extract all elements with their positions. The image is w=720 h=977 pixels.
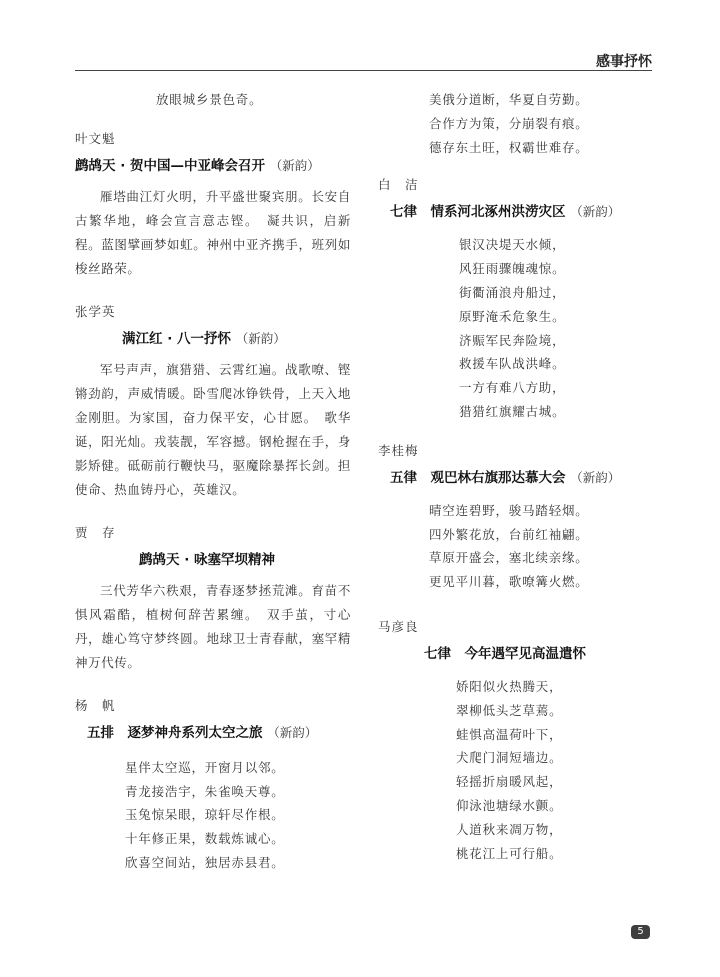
verse-line: 四外繁花放，台前红袖翩。 bbox=[429, 526, 589, 542]
verse-line: 救援车队战洪峰。 bbox=[459, 356, 566, 372]
verse-line: 娇阳似火热腾天， bbox=[456, 678, 563, 694]
poem-author: 李桂梅 bbox=[378, 442, 419, 458]
poem-title bbox=[378, 202, 654, 222]
poem-title-text: 七律 情系河北涿州洪涝灾区 bbox=[390, 204, 566, 221]
verse-line: 合作方为策，分崩裂有痕。 bbox=[429, 115, 589, 131]
verse-line: 犬爬门洞短墙边。 bbox=[456, 750, 563, 766]
poem-text: 三代芳华六秩艰，青春逐梦拯荒滩。育苗不惧风霜酷，植树何辞苦累缠。 双手茧，寸心丹，雄心笃守梦终圆。地球卫士青春献，塞罕精神万代传。 bbox=[75, 582, 351, 670]
page-number-badge: 5 bbox=[631, 925, 650, 939]
verse-line: 美俄分道断，华夏自劳勤。 bbox=[429, 92, 589, 107]
verse-line: 十年修正果，数载炼诚心。 bbox=[125, 831, 285, 847]
poem-text: 雁塔曲江灯火明，升平盛世聚宾朋。长安自古繁华地，峰会宣言意志铿。 凝共识，启新程。蓝图擘画梦如虹。神州中亚齐携手，班列如梭丝路荣。 bbox=[75, 188, 351, 276]
continued-verse bbox=[378, 88, 654, 159]
verse-line: 玉兔惊呆眼，琼轩尽作根。 bbox=[125, 807, 285, 823]
poem-author: 白 洁 bbox=[378, 177, 419, 193]
left-column bbox=[75, 88, 351, 875]
poem-title-note: （新韵） bbox=[267, 724, 318, 740]
verse-line: 更见平川暮，歌嘹篝火燃。 bbox=[429, 574, 589, 590]
poem-body bbox=[75, 358, 351, 502]
poem-verse bbox=[378, 675, 654, 865]
verse-line: 放眼城乡景色奇。 bbox=[156, 92, 263, 107]
poem-title bbox=[75, 723, 351, 743]
verse-line: 一方有难八方助， bbox=[459, 380, 566, 396]
verse-line: 银汉决堤天水倾， bbox=[459, 237, 566, 253]
poem-text: 军号声声，旗猎猎、云霄红遍。战歌嘹、铿锵劲韵，声威情暖。卧雪爬冰铮铁骨，上天入地金刚胆。为家国，奋力保平安，心甘愿。 歌华诞，阳光灿。戎装靓，军容撼。钢枪握在手，身影矫健。砥砺前行鞭快马，驱魔除暴挥长剑。担使命、热血铸丹心，英雄汉。 bbox=[75, 361, 351, 497]
poem-title-text: 五律 观巴林右旗那达慕大会 bbox=[390, 469, 566, 486]
section-title: 感事抒怀 bbox=[596, 54, 652, 70]
poem-title bbox=[75, 156, 351, 176]
poem-title bbox=[75, 550, 351, 570]
verse-line: 晴空连碧野，骏马踏轻烟。 bbox=[429, 502, 589, 518]
verse-line: 翠柳低头芝草蔫。 bbox=[456, 702, 563, 718]
poem-title-text: 七律 今年遇罕见高温遣怀 bbox=[424, 645, 586, 662]
poem-title-note: （新韵） bbox=[269, 157, 320, 173]
header-divider bbox=[75, 70, 652, 71]
verse-line: 人道秋来凋万物， bbox=[456, 821, 563, 837]
verse-line: 欣喜空间站，独居赤县君。 bbox=[125, 854, 285, 870]
poem-title bbox=[378, 644, 654, 664]
verse-line: 街衢涌浪舟船过， bbox=[459, 284, 566, 300]
poem-title-note: （新韵） bbox=[570, 469, 621, 485]
verse-line: 风狂雨骤魄魂惊。 bbox=[459, 261, 566, 277]
poem-verse bbox=[75, 756, 351, 875]
verse-line: 星伴太空巡，开窗月以邻。 bbox=[125, 759, 285, 775]
poem-title-text: 满江红 · 八一抒怀 bbox=[122, 330, 232, 347]
right-column bbox=[378, 88, 654, 865]
poem-title-note: （新韵） bbox=[235, 330, 286, 346]
poem-author: 杨 帆 bbox=[75, 697, 116, 713]
poem-body bbox=[75, 579, 351, 675]
poem-author: 叶文魁 bbox=[75, 130, 116, 146]
verse-line: 德存东土旺，权霸世难存。 bbox=[429, 139, 589, 155]
poem-title bbox=[378, 468, 654, 488]
poem-verse bbox=[378, 499, 654, 594]
poem-author: 张学英 bbox=[75, 303, 116, 319]
poem-body bbox=[75, 185, 351, 281]
poem-title bbox=[75, 329, 351, 349]
poem-verse bbox=[378, 233, 654, 423]
poem-title-text: 鹧鸪天 · 贺中国—中亚峰会召开 bbox=[75, 157, 266, 174]
verse-line: 蛙惧高温荷叶下， bbox=[456, 726, 563, 742]
poem-title-note: （新韵） bbox=[570, 204, 621, 220]
poem-author: 贾 存 bbox=[75, 524, 116, 540]
poem-title-text: 五排 逐梦神舟系列太空之旅 bbox=[87, 724, 263, 741]
verse-line: 猎猎红旗耀古城。 bbox=[459, 403, 566, 419]
verse-line: 仰泳池塘绿水颤。 bbox=[456, 797, 563, 813]
poem-title-text: 鹧鸪天 · 咏塞罕坝精神 bbox=[139, 551, 276, 568]
continued-line bbox=[75, 88, 351, 112]
verse-line: 轻摇折扇暖风起， bbox=[456, 774, 563, 790]
verse-line: 草原开盛会，塞北续亲缘。 bbox=[429, 550, 589, 566]
verse-line: 桃花江上可行船。 bbox=[456, 845, 563, 861]
verse-line: 青龙接浩宇，朱雀唤天尊。 bbox=[125, 783, 285, 799]
verse-line: 原野淹禾危象生。 bbox=[459, 308, 566, 324]
poem-author: 马彦良 bbox=[378, 618, 419, 634]
verse-line: 济赈军民奔险境， bbox=[459, 332, 566, 348]
